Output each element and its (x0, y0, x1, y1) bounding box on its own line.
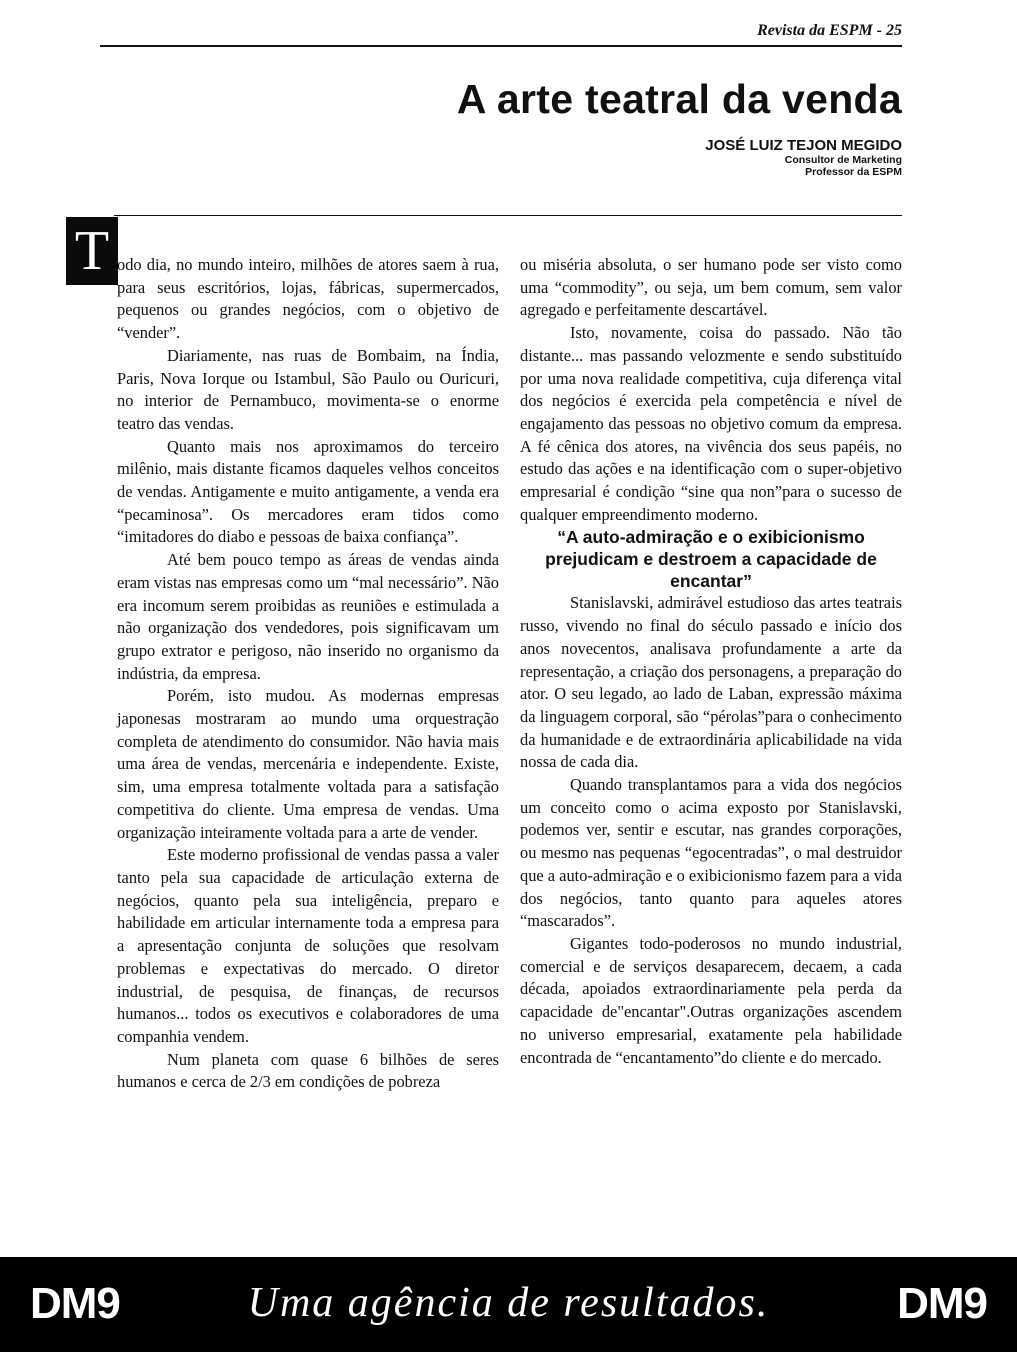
paragraph: Isto, novamente, coisa do passado. Não tão distante... mas passando velozmente e sendo substituído por uma nova realidade competitiva, cuja diferença vital dos negócios é exercida pela competência e nível de engajamento das pessoas no objetivo comum da empresa. A fé cênica dos atores, na vivência dos seus papéis, no estudo das ações e na identificação com o super-objetivo empresarial é condição “sine qua non”para o sucesso de qualquer empreendimento moderno. (520, 323, 902, 524)
paragraph: Porém, isto mudou. As modernas empresas japonesas mostraram ao mundo uma orquestração completa de atendimento do consumidor. Não havia mais uma área de vendas, mercenária e independente. Existe, sim, uma empresa totalmente voltada para a satisfação competitiva do cliente. Uma empresa de vendas. Uma organização inteiramente voltada para a arte de vender. (117, 686, 499, 842)
paragraph: Num planeta com quase 6 bilhões de seres humanos e cerca de 2/3 em condições de pobreza (117, 1049, 499, 1092)
article-column-left (117, 254, 499, 1094)
paragraph: ou miséria absoluta, o ser humano pode ser visto como uma “commodity”, ou seja, um bem comum, sem valor agregado e perfeitamente descartável. (520, 255, 902, 320)
ad-slogan: Uma agência de resultados. (247, 1280, 770, 1326)
paragraph: Quando transplantamos para a vida dos negócios um conceito como o acima exposto por Stanislavski, podemos ver, sentir e escutar, nas grandes corporações, ou mesmo nas pequenas “egocentradas”, o mal destruidor que a auto-admiração e o exibicionismo fazem para a vida dos negócios, tanto quanto para aqueles atores “mascarados”. (520, 775, 902, 931)
article-column-right (520, 254, 902, 1069)
paragraph: Até bem pouco tempo as áreas de vendas ainda eram vistas nas empresas como um “mal necessário”. Não era incomum serem proibidas as reuniões e estimulada a não organização dos vendedores, pois significavam um grupo extrator e perigoso, não inserido no organismo da indústria, da empresa. (117, 550, 499, 683)
drop-cap: T (66, 217, 118, 285)
paragraph: Diariamente, nas ruas de Bombaim, na Índia, Paris, Nova Iorque ou Istambul, São Paulo ou Ouricuri, no interior de Pernambuco, movimenta-se o enorme teatro das vendas. (117, 345, 499, 433)
paragraph: Stanislavski, admirável estudioso das artes teatrais russo, vivendo no final do século passado e início dos anos novecentos, analisava profundamente a arte da representação, a criação dos personagens, a preparação do ator. O seu legado, ao lado de Laban, expressão máxima da linguagem corporal, são “pérolas”para o conhecimento da humanidade e de extraordinária aplicabilidade na vida nossa de cada dia. (520, 593, 902, 772)
section-rule (114, 215, 902, 216)
dm9-logo: DM9 (897, 1279, 987, 1328)
article-title: A arte teatral da venda (456, 76, 902, 122)
author-name: JOSÉ LUIZ TEJON MEGIDO (705, 137, 902, 154)
paragraph: Gigantes todo-poderosos no mundo industrial, comercial e de serviços desaparecem, decaem, a cada década, apoiados extraordinariamente pela perda da capacidade de"encantar".Outras organizações ascendem no universo empresarial, exatamente pela habilidade encontrada de “encantamento”do cliente e do mercado. (520, 933, 902, 1067)
dm9-logo: DM9 (30, 1279, 120, 1328)
running-head: Revista da ESPM - 25 (757, 22, 902, 39)
pull-quote: “A auto-admiração e o exibicionismo prejudicam e destroem a capacidade de encantar” (545, 527, 877, 592)
author-role: Consultor de Marketing (784, 154, 902, 166)
top-rule (100, 45, 902, 47)
paragraph: Quanto mais nos aproximamos do terceiro milênio, mais distante ficamos daqueles velhos conceitos de vendas. Antigamente e muito antigamente, a venda era “pecaminosa”. Os mercadores eram tidos como “imitadores do diabo e pessoas de baixa confiança”. (117, 436, 499, 547)
paragraph: Este moderno profissional de vendas passa a valer tanto pela sua capacidade de articulação externa de negócios, quanto pela sua inteligência, preparo e habilidade em articular internamente toda a empresa para a apresentação conjunta de soluções que resolvam problemas e expectativas do mercado. O diretor industrial, de pesquisa, de finanças, de recursos humanos... todos os executivos e colaboradores de uma companhia vendem. (117, 845, 499, 1046)
author-role: Professor da ESPM (805, 166, 902, 178)
byline (100, 137, 902, 178)
advertisement-footer (0, 1257, 1017, 1352)
paragraph: odo dia, no mundo inteiro, milhões de atores saem à rua, para seus escritórios, lojas, fábricas, supermercados, pequenos ou grandes negócios, com o objetivo de “vender”. (117, 255, 499, 343)
